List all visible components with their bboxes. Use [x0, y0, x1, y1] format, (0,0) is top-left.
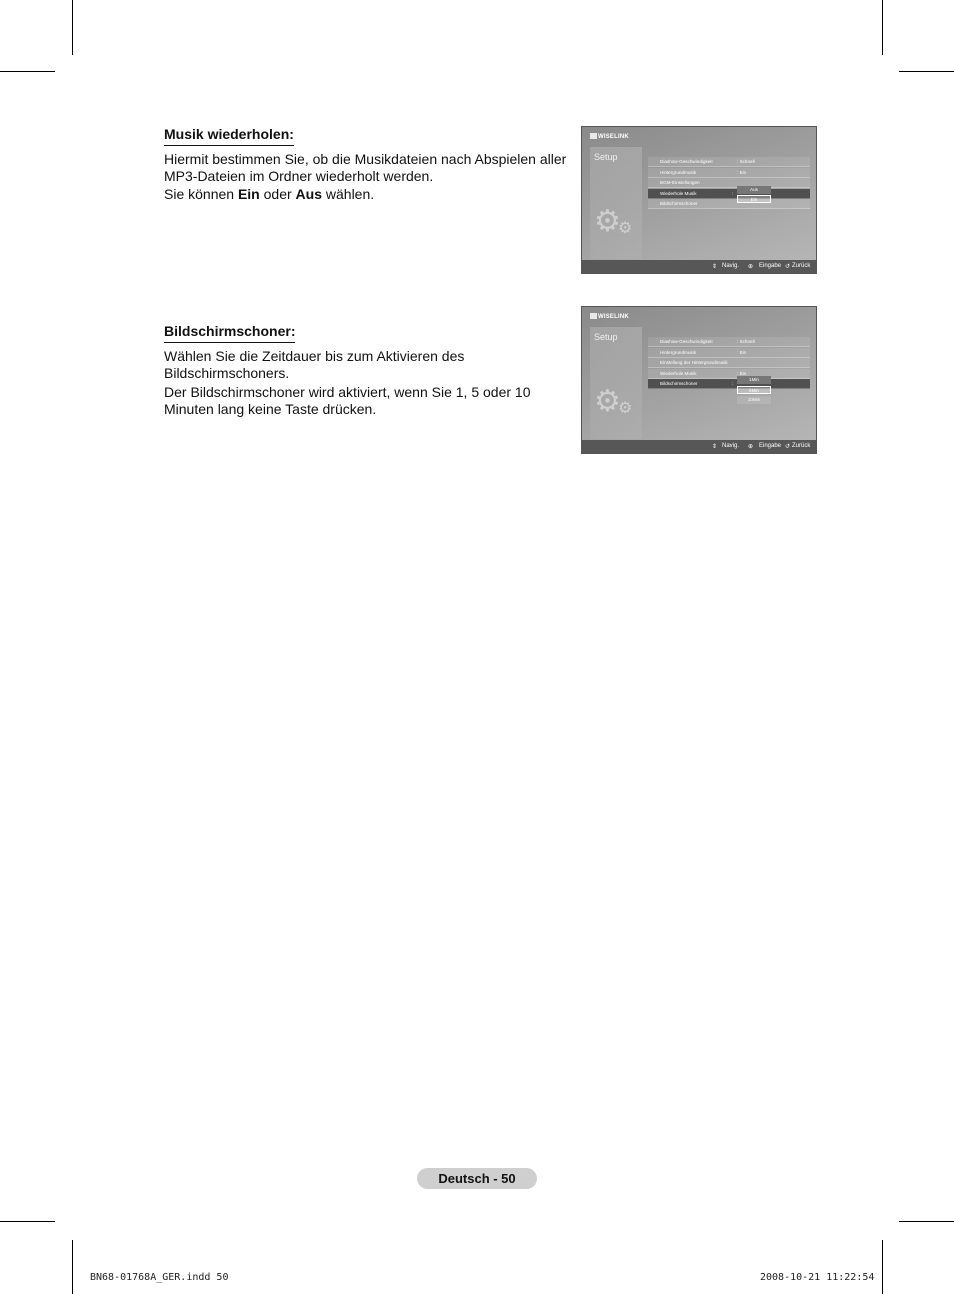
setup-label: Setup	[594, 152, 618, 162]
menu-row-selected[interactable]: Wiederhole Musik :	[648, 189, 810, 199]
gear-icon: ⚙	[594, 385, 621, 418]
crop-mark	[72, 1240, 73, 1294]
enter-icon: ⊕	[748, 264, 754, 270]
crop-mark	[0, 71, 55, 72]
option-5min[interactable]: 5Min	[737, 386, 771, 394]
crop-mark	[899, 71, 954, 72]
enter-hint: Eingabe	[759, 443, 782, 449]
menu-side-panel	[590, 327, 642, 439]
gear-icon: ⚙	[618, 220, 633, 237]
gear-icon: ⚙	[594, 205, 621, 238]
back-hint: Zurück	[792, 263, 811, 269]
menu-help-bar	[582, 260, 816, 273]
menu-help-bar	[582, 440, 816, 453]
section-paragraph: Wählen Sie die Zeitdauer bis zum Aktivieren des Bildschirmschoners.	[164, 348, 465, 381]
menu-row[interactable]: Einstellung der Hintergrundmusik	[648, 358, 810, 368]
choice-mid: oder	[259, 186, 296, 202]
return-icon: ↺	[785, 444, 791, 450]
menu-row[interactable]: Diashow-Geschwindigkeit : Schnell	[648, 337, 810, 347]
back-hint: Zurück	[792, 443, 811, 449]
crop-mark	[0, 1221, 55, 1222]
choice-suffix: wählen.	[322, 186, 375, 202]
updown-icon: ⇕	[712, 264, 718, 270]
choice-prefix: Sie können	[164, 186, 238, 202]
updown-icon: ⇕	[712, 444, 718, 450]
print-slug-file: BN68-01768A_GER.indd 50	[90, 1272, 229, 1283]
return-icon: ↺	[785, 264, 791, 270]
crop-mark	[882, 1240, 883, 1294]
nav-hint: Navig.	[722, 263, 740, 269]
tv-menu-screenshot	[581, 306, 817, 454]
option-ein[interactable]: Ein	[737, 195, 771, 203]
section-title-musik-wiederholen: Musik wiederholen:	[164, 126, 294, 146]
choice-option-aus: Aus	[295, 186, 322, 202]
menu-row[interactable]: Hintergrundmusik : Ein	[648, 168, 810, 178]
menu-row[interactable]: BGM-Einstellungen	[648, 178, 810, 188]
crop-mark	[899, 1221, 954, 1222]
section-paragraph: Hiermit bestimmen Sie, ob die Musikdateien nach Abspielen aller MP3-Dateien im Ordner wiederholt werden.	[164, 151, 567, 184]
choice-sentence	[164, 186, 569, 203]
section-paragraph: Der Bildschirmschoner wird aktiviert, wenn Sie 1, 5 oder 10 Minuten lang keine Taste drücken.	[164, 384, 531, 417]
wiselink-logo: WISELINK	[590, 313, 629, 320]
setup-label: Setup	[594, 332, 618, 342]
menu-row[interactable]: Diashow-Geschwindigkeit : Schnell	[648, 157, 810, 167]
choice-option-ein: Ein	[237, 186, 260, 202]
menu-row-selected[interactable]: Bildschirmschoner :	[648, 379, 810, 389]
option-10min[interactable]: 10Min	[737, 396, 771, 404]
menu-row[interactable]: Wiederhole Musik : Ein	[648, 369, 810, 379]
menu-row[interactable]: Hintergrundmusik : Ein	[648, 348, 810, 358]
page-number-label: Deutsch - 50	[417, 1168, 537, 1189]
crop-mark	[882, 0, 883, 55]
option-1min[interactable]: 1Min	[737, 376, 771, 384]
menu-side-panel	[590, 147, 642, 259]
enter-icon: ⊕	[748, 444, 754, 450]
nav-hint: Navig.	[722, 443, 740, 449]
enter-hint: Eingabe	[759, 263, 782, 269]
gear-icon: ⚙	[618, 400, 633, 417]
section-title-bildschirmschoner: Bildschirmschoner:	[164, 323, 295, 343]
menu-row[interactable]: Bildschirmschoner	[648, 199, 810, 209]
tv-menu-screenshot	[581, 126, 817, 274]
wiselink-logo: WISELINK	[590, 133, 629, 140]
option-aus[interactable]: Aus	[737, 186, 771, 194]
crop-mark	[72, 0, 73, 55]
settings-menu	[648, 157, 810, 210]
settings-menu	[648, 337, 810, 390]
print-slug-date: 2008-10-21 11:22:54	[760, 1272, 875, 1283]
